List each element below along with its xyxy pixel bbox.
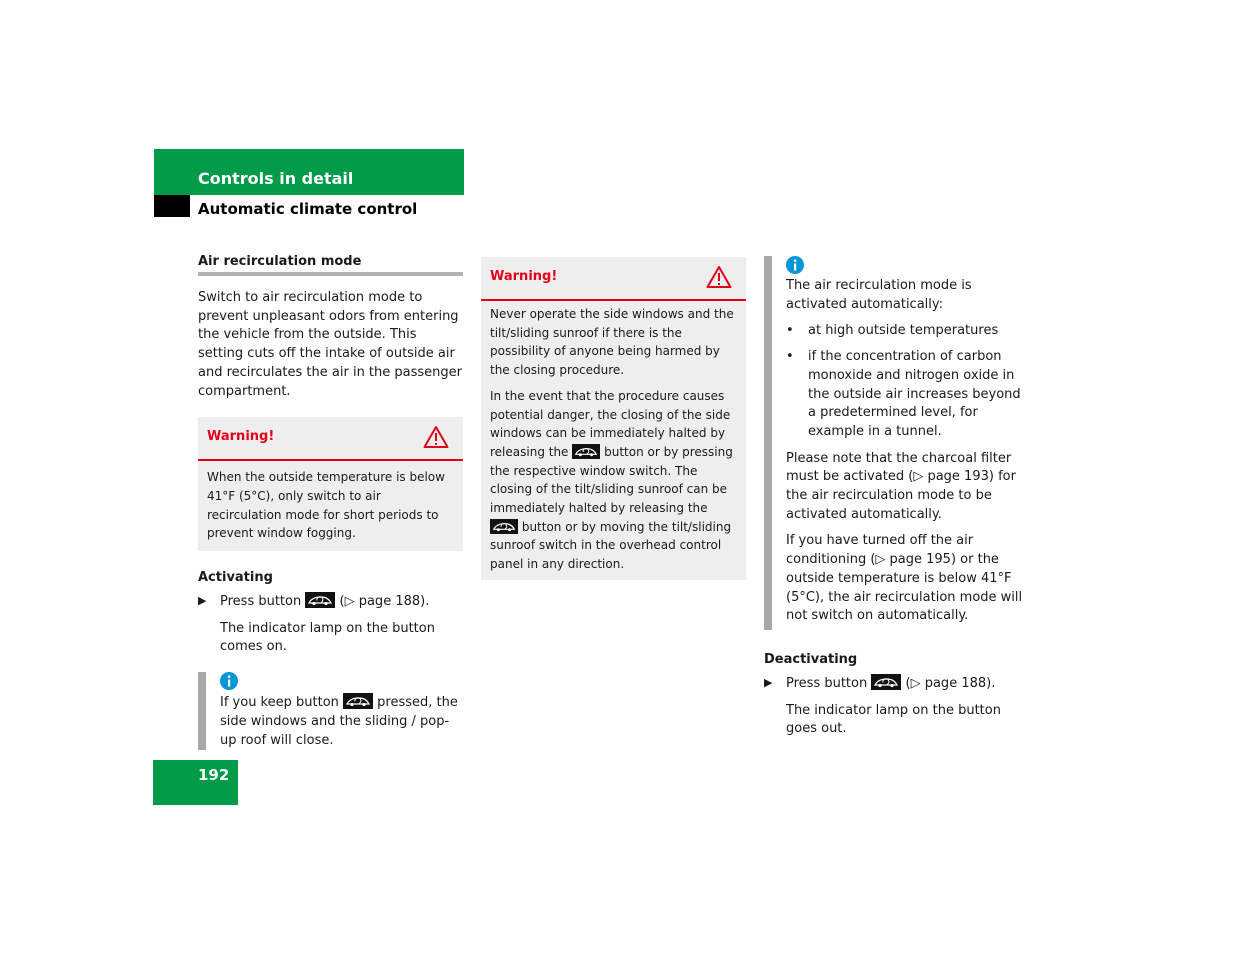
warning-text-part-b: button or by pressing the respective window switch. The closing of the tilt/sliding sunroof can be immediately halted by releasing the	[490, 444, 733, 516]
warning-body	[198, 461, 463, 551]
note-bullet	[786, 322, 1032, 341]
bullet-text: if the concentration of carbon monoxide and nitrogen oxide in the outside air increases beyond a predetermined level, for example in a tunnel.	[808, 349, 1021, 439]
warning-title: Warning!	[490, 269, 558, 284]
recirculation-button-icon	[871, 674, 901, 690]
recirculation-button-icon	[343, 693, 373, 709]
step-arrow-icon: ▶	[198, 594, 207, 608]
info-icon	[220, 672, 238, 690]
section-title: Controls in detail	[198, 169, 354, 188]
warning-text: When the outside temperature is below 41°F (5°C), only switch to air recirculation mode for short periods to prevent window fogging.	[207, 470, 445, 541]
step-text-prefix: Press button	[220, 594, 302, 610]
subsection-marker	[154, 195, 190, 217]
step-text-suffix: (▷ page 188).	[905, 675, 996, 691]
bullet-dot: •	[786, 323, 794, 339]
recirculation-button-icon	[490, 519, 518, 534]
bullet-dot: •	[786, 349, 794, 365]
note-paragraph-ac-off: If you have turned off the air conditioning (▷ page 195) or the outside temperature is below 41°F (5°C), the air recirculation mode will not switch on automatically.	[786, 533, 1023, 624]
recirculation-button-icon	[305, 592, 335, 608]
activating-result: The indicator lamp on the button comes on.	[220, 620, 435, 655]
warning-text-part-c: button or by moving the tilt/sliding sunroof switch in the overhead control panel in any direction.	[490, 519, 732, 572]
warning-box-windows	[481, 257, 746, 580]
warning-body	[481, 301, 746, 580]
note-text	[220, 693, 463, 750]
heading-activating: Activating	[198, 570, 273, 586]
subsection-title: Automatic climate control	[198, 200, 418, 218]
heading-rule	[198, 272, 463, 276]
intro-paragraph: Switch to air recirculation mode to prevent unpleasant odors from entering the vehicle from the outside. This setting cuts off the intake of outside air and recirculates the air in the passenger compartment.	[198, 290, 462, 399]
warning-header	[481, 257, 746, 301]
step-arrow-icon: ▶	[764, 675, 773, 689]
note-paragraph-filter: Please note that the charcoal filter must be activated (▷ page 193) for the air recirculation mode to be activated automatically.	[786, 450, 1016, 522]
info-note-auto-activation	[764, 256, 1032, 630]
step-text-suffix: (▷ page 188).	[339, 594, 430, 610]
recirculation-button-icon	[572, 444, 600, 459]
deactivating-step	[764, 674, 1032, 694]
column-right	[764, 256, 1032, 739]
warning-paragraph-1: Never operate the side windows and the tilt/sliding sunroof if there is the possibility of anyone being harmed by the closing procedure.	[490, 307, 734, 378]
heading-air-recirculation: Air recirculation mode	[198, 254, 362, 269]
warning-header	[198, 417, 463, 461]
bullet-text: at high outside temperatures	[808, 323, 999, 339]
info-note-keep-pressed	[198, 672, 463, 750]
column-middle	[481, 257, 746, 580]
step-text-prefix: Press button	[786, 675, 868, 691]
page-number: 192	[198, 766, 230, 784]
note-text-suffix: pressed, the side windows and the sliding / pop-up roof will close.	[220, 695, 458, 748]
warning-triangle-icon	[423, 425, 449, 449]
activating-step	[198, 592, 463, 612]
note-text-prefix: If you keep button	[220, 695, 339, 711]
warning-title: Warning!	[207, 429, 275, 445]
warning-text-part-a: In the event that the procedure causes potential danger, the closing of the side windows can be immediately halted by releasing the	[490, 388, 731, 459]
warning-box-temperature	[198, 417, 463, 551]
info-icon	[786, 256, 804, 274]
note-bullet	[786, 348, 1032, 442]
note-intro: The air recirculation mode is activated automatically:	[786, 278, 972, 312]
deactivating-result: The indicator lamp on the button goes out.	[786, 702, 1001, 737]
heading-deactivating: Deactivating	[764, 651, 858, 667]
warning-paragraph-2	[490, 387, 737, 574]
column-left	[198, 254, 463, 750]
warning-triangle-icon	[706, 265, 732, 289]
